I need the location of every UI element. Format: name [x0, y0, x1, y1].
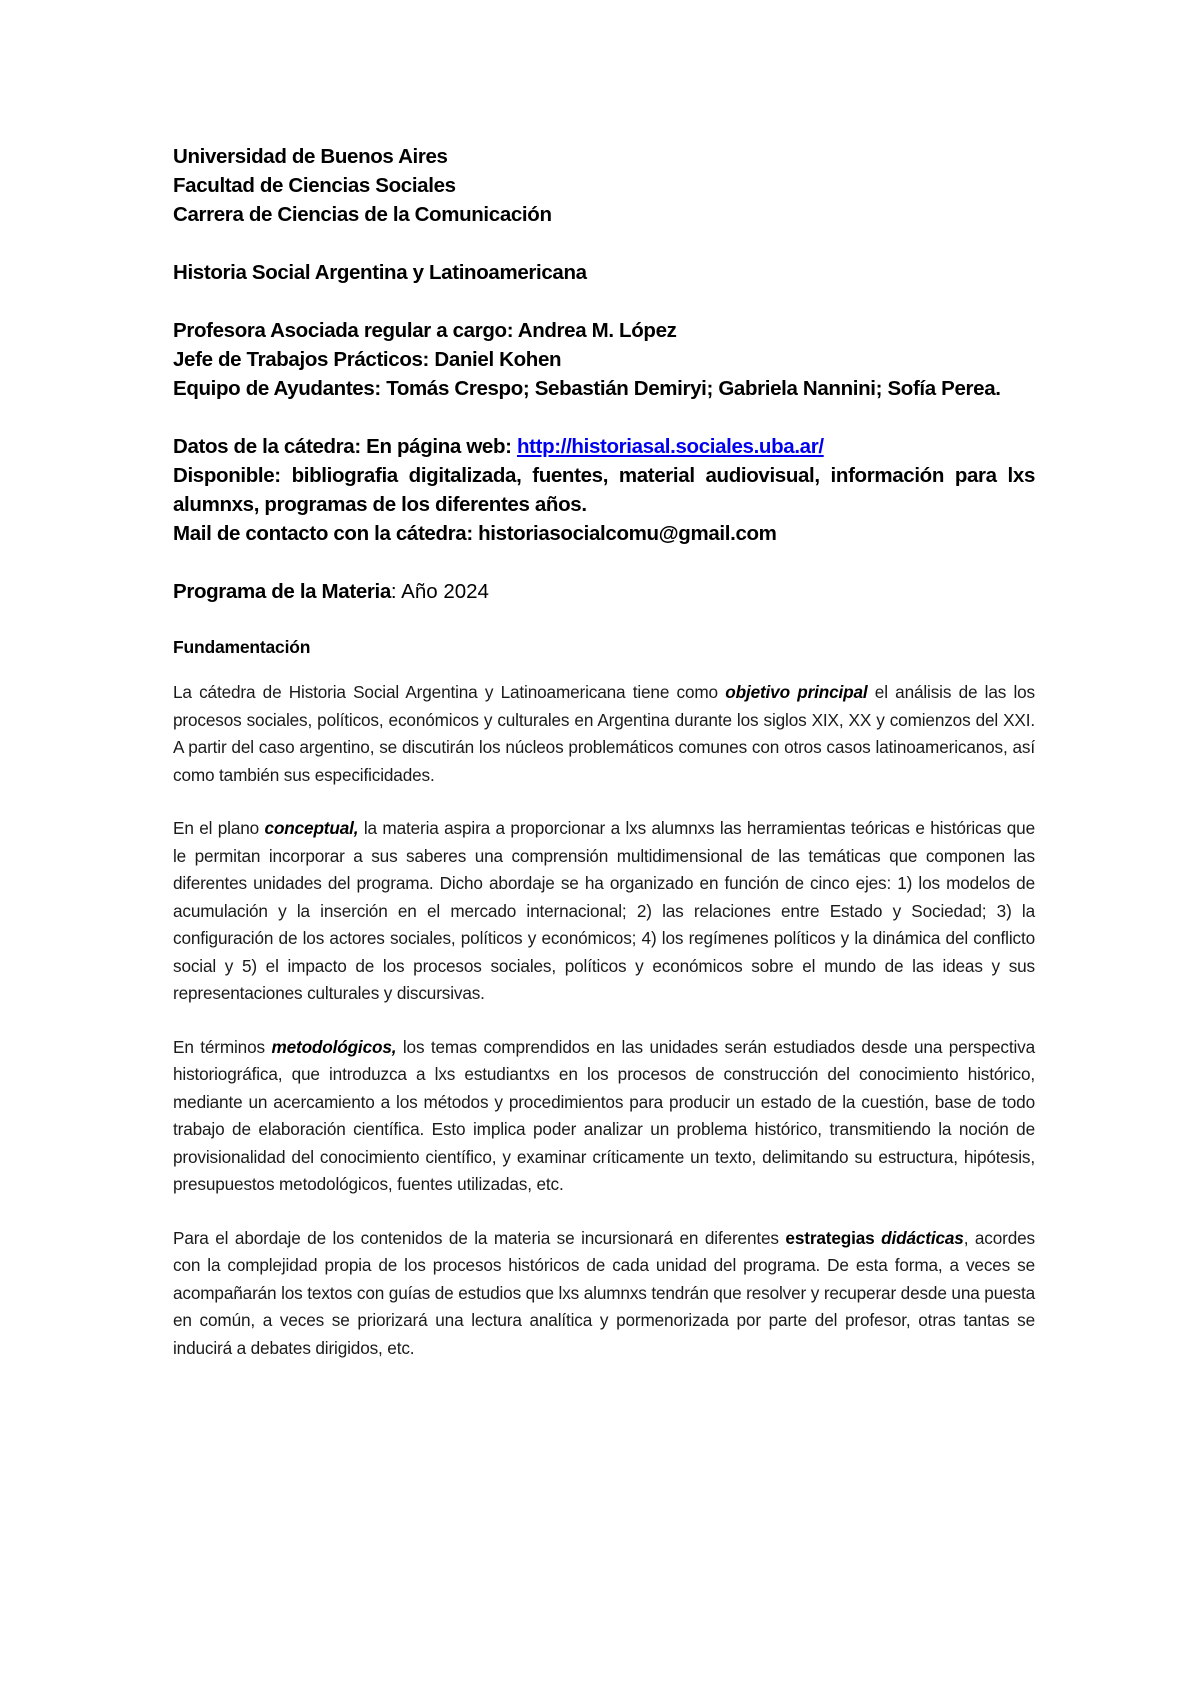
p2-text-a: En el plano [173, 818, 265, 838]
program-label: Programa de la Materia [173, 580, 391, 603]
subject-title: Historia Social Argentina y Latinoamericana [173, 261, 587, 284]
p1-emphasis: objetivo principal [725, 682, 868, 702]
paragraph-conceptual [173, 815, 1035, 1008]
program-colon: : [390, 580, 397, 603]
p4-emphasis: didácticas [881, 1227, 964, 1248]
document-page [173, 142, 1035, 1362]
paragraph-objective [173, 679, 1035, 789]
paragraph-didactic [173, 1225, 1035, 1363]
available-line: Disponible: bibliografia digitalizada, fuentes, material audiovisual, información para lxs alumnxs, programas de los diferentes años. [173, 464, 1035, 516]
university-name: Universidad de Buenos Aires [173, 145, 448, 168]
jtp-line: Jefe de Trabajos Prácticos: Daniel Kohen [173, 348, 562, 371]
p2-text-b: la materia aspira a proporcionar a lxs alumnxs las herramientas teóricas e históricas que le permitan incorporar a sus saberes una comprensión multidimensional de las temáticas que componen las diferentes unidades del programa. Dicho abordaje se ha organizado en función de cinco ejes: 1) los modelos de acumulación y la inserción en el mercado internacional; 2) las relaciones entre Estado y Sociedad; 3) la configuración de los actores sociales, políticos y económicos; 4) los regímenes políticos y la dinámica del conflicto social y 5) el impacto de los procesos sociales, políticos y económicos sobre el mundo de las ideas y sus representaciones culturales y discursivas. [173, 818, 1036, 1003]
professor-line: Profesora Asociada regular a cargo: Andrea M. López [173, 319, 677, 342]
assistants-line: Equipo de Ayudantes: Tomás Crespo; Sebastián Demiryi; Gabriela Nannini; Sofía Perea. [173, 377, 1001, 400]
program-line [173, 577, 1035, 606]
p1-text-a: La cátedra de Historia Social Argentina y Latinoamericana tiene como [173, 682, 726, 702]
career-name: Carrera de Ciencias de la Comunicación [173, 203, 552, 226]
p3-emphasis: metodológicos, [271, 1036, 397, 1057]
p4-text-b: , acordes con la complejidad propia de los procesos históricos de cada unidad del programa. De esta forma, a veces se acompañarán los textos con guías de estudios que lxs alumnxs tendrán que resolver y recuperar desde una puesta en común, a veces se priorizará una lectura analítica y pormenorizada por parte del profesor, otras tantas se inducirá a debates dirigidos, etc. [173, 1227, 1035, 1358]
p3-text-b: los temas comprendidos en las unidades serán estudiados desde una perspectiva historiográfica, que introduzca a lxs estudiantxs en los procesos de construcción del conocimiento histórico, mediante un acercamiento a los métodos y procedimientos para producir un estado de la cuestión, base de todo trabajo de elaboración científica. Esto implica poder analizar un problema histórico, transmitiendo la noción de provisionalidad del conocimiento científico, y examinar críticamente un texto, delimitando su estructura, hipótesis, presupuestos metodológicos, fuentes utilizadas, etc. [173, 1036, 1035, 1194]
p3-text-a: En términos [173, 1036, 272, 1057]
program-year: Año 2024 [396, 580, 489, 603]
chair-web-line [173, 432, 1035, 461]
section-title-fundamentacion: Fundamentación [173, 637, 311, 657]
p1-text-b: el análisis de las los procesos sociales, políticos, económicos y culturales en Argentina durante los siglos XIX, XX y comienzos del XXI. A partir del caso argentino, se discutirán los núcleos problemáticos comunes con otros casos latinoamericanos, así como también sus especificidades. [173, 682, 1036, 785]
faculty-name: Facultad de Ciencias Sociales [173, 174, 456, 197]
p4-emphasis-bold: estrategias [785, 1227, 875, 1248]
contact-line: Mail de contacto con la cátedra: historiasocialcomu@gmail.com [173, 522, 777, 545]
p4-text-a: Para el abordaje de los contenidos de la materia se incursionará en diferentes [173, 1227, 786, 1248]
p2-emphasis: conceptual, [264, 818, 359, 838]
chair-web-link[interactable]: http://historiasal.sociales.uba.ar/ [516, 435, 824, 458]
paragraph-methodological [173, 1034, 1035, 1199]
chair-web-label: Datos de la cátedra: En página web: [173, 435, 517, 458]
